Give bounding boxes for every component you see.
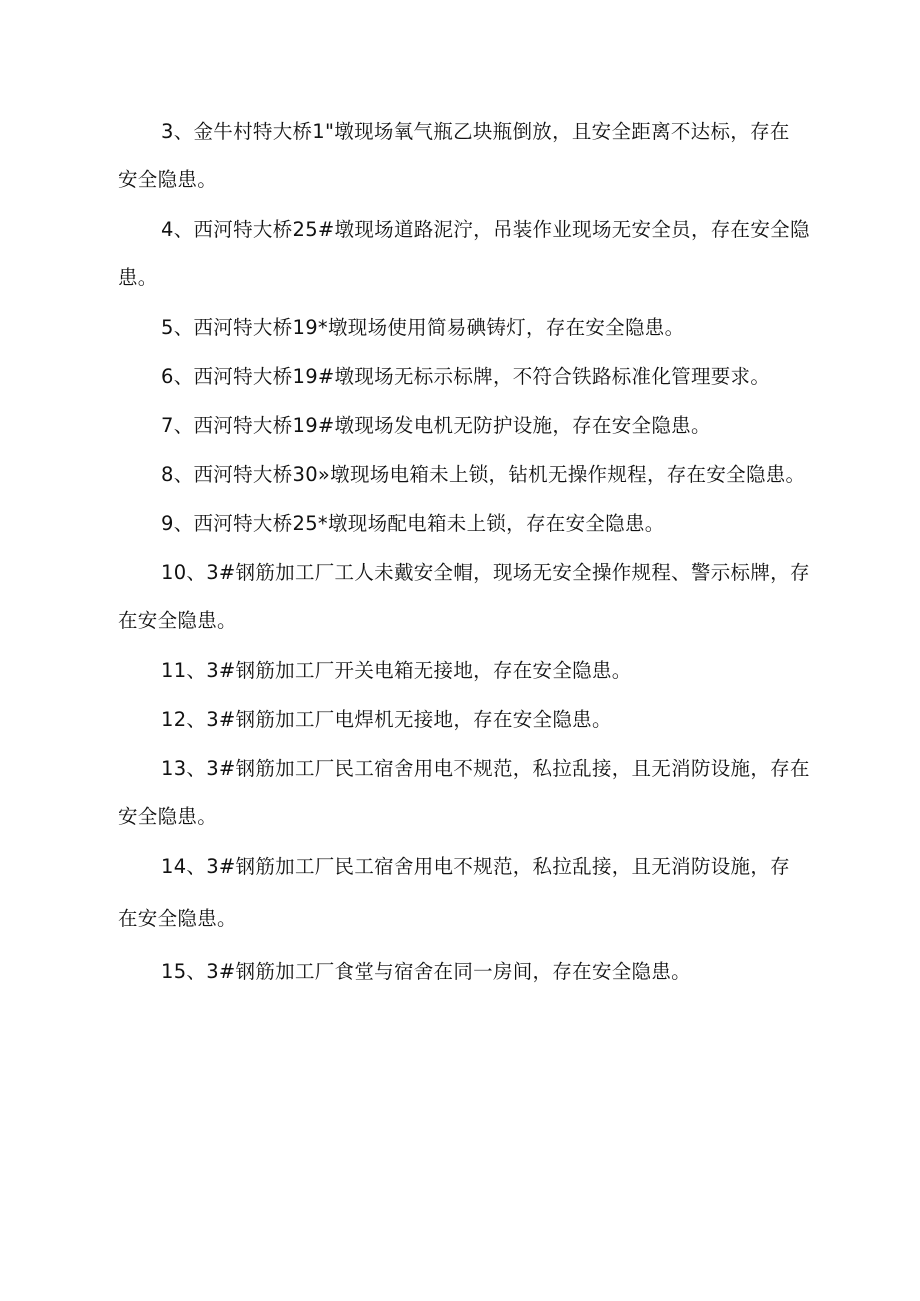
item-line: 10、3#钢筋加工厂工人未戴安全帽，现场无安全操作规程、警示标牌，存 bbox=[161, 561, 810, 584]
item-line: 11、3#钢筋加工厂开关电箱无接地，存在安全隐患。 bbox=[161, 659, 632, 682]
list-item bbox=[118, 647, 844, 695]
item-line: 患。 bbox=[118, 266, 158, 289]
list-item bbox=[118, 451, 844, 499]
item-line: 9、西河特大桥25*墩现场配电箱未上锁，存在安全隐患。 bbox=[161, 512, 665, 535]
list-item bbox=[118, 304, 844, 352]
list-item bbox=[118, 206, 844, 302]
list-item bbox=[118, 549, 844, 645]
item-line: 12、3#钢筋加工厂电焊机无接地，存在安全隐患。 bbox=[161, 708, 612, 731]
list-item bbox=[118, 500, 844, 548]
item-line: 在安全隐患。 bbox=[118, 609, 237, 632]
list-item bbox=[118, 402, 844, 450]
item-line: 在安全隐患。 bbox=[118, 907, 237, 930]
list-item bbox=[118, 696, 844, 744]
item-line: 13、3#钢筋加工厂民工宿舍用电不规范，私拉乱接，且无消防设施，存在 bbox=[161, 757, 810, 780]
item-line: 安全隐患。 bbox=[118, 168, 218, 191]
list-item bbox=[118, 353, 844, 401]
item-line: 7、西河特大桥19#墩现场发电机无防护设施，存在安全隐患。 bbox=[161, 414, 711, 437]
list-item bbox=[118, 108, 844, 204]
item-line: 15、3#钢筋加工厂食堂与宿舍在同一房间，存在安全隐患。 bbox=[161, 960, 691, 983]
list-item bbox=[118, 948, 844, 996]
item-line: 8、西河特大桥30»墩现场电箱未上锁，钻机无操作规程，存在安全隐患。 bbox=[161, 463, 806, 486]
item-line: 4、西河特大桥25#墩现场道路泥泞，吊装作业现场无安全员，存在安全隐 bbox=[161, 218, 810, 241]
list-item bbox=[118, 745, 844, 841]
item-line: 5、西河特大桥19*墩现场使用简易碘铸灯，存在安全隐患。 bbox=[161, 316, 685, 339]
list-item bbox=[118, 843, 844, 943]
item-line: 14、3#钢筋加工厂民工宿舍用电不规范，私拉乱接，且无消防设施，存 bbox=[161, 855, 790, 878]
item-line: 安全隐患。 bbox=[118, 805, 218, 828]
item-line: 6、西河特大桥19#墩现场无标示标牌，不符合铁路标准化管理要求。 bbox=[161, 365, 771, 388]
item-line: 3、金牛村特大桥1"墩现场氧气瓶乙块瓶倒放，且安全距离不达标，存在 bbox=[161, 120, 790, 143]
